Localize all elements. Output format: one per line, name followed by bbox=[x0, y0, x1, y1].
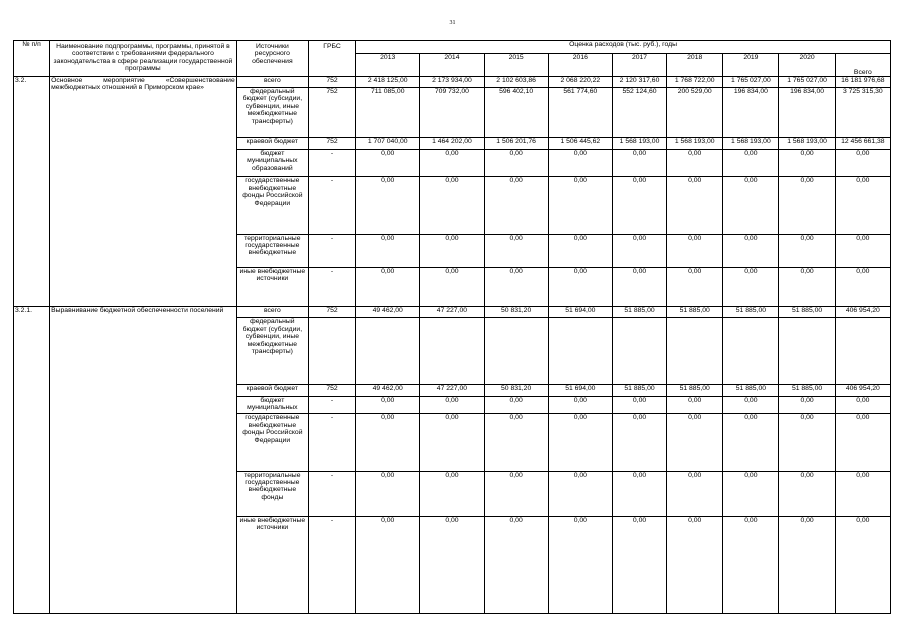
year-value: 0,00 bbox=[548, 516, 612, 613]
year-value: 51 885,00 bbox=[779, 384, 835, 396]
year-value: 0,00 bbox=[667, 234, 723, 267]
total-value bbox=[835, 318, 890, 384]
year-value bbox=[779, 318, 835, 384]
year-value: 51 885,00 bbox=[612, 307, 666, 318]
funding-source: иные внебюджетные источники bbox=[236, 267, 308, 307]
year-value: 0,00 bbox=[356, 414, 420, 471]
grbs-code: - bbox=[308, 471, 355, 516]
year-value: 1 506 201,76 bbox=[484, 137, 548, 149]
funding-source: федеральный бюджет (субсидии, субвенции, иные межбюджетные трансферты) bbox=[236, 318, 308, 384]
year-value: 0,00 bbox=[779, 414, 835, 471]
year-value: 0,00 bbox=[420, 234, 484, 267]
total-value: 406 954,20 bbox=[835, 307, 890, 318]
header-year: 2017 bbox=[612, 54, 666, 77]
year-value: 2 120 317,60 bbox=[612, 77, 666, 88]
year-value: 51 885,00 bbox=[612, 384, 666, 396]
year-value: 1 765 027,00 bbox=[723, 77, 779, 88]
year-value: 51 885,00 bbox=[723, 384, 779, 396]
year-value: 51 885,00 bbox=[667, 307, 723, 318]
header-year: 2020 bbox=[779, 54, 835, 77]
page-number: 31 bbox=[449, 20, 456, 26]
funding-source: всего bbox=[236, 307, 308, 318]
year-value bbox=[612, 318, 666, 384]
funding-source: всего bbox=[236, 77, 308, 88]
year-value: 0,00 bbox=[356, 177, 420, 234]
measure-title: Выравнивание бюджетной обеспеченности поселений bbox=[50, 307, 237, 614]
funding-source: бюджет муниципальных bbox=[236, 396, 308, 414]
grbs-code: - bbox=[308, 149, 355, 177]
funding-source: бюджет муниципальных образований bbox=[236, 149, 308, 177]
year-value: 0,00 bbox=[723, 414, 779, 471]
year-value: 0,00 bbox=[548, 396, 612, 414]
year-value: 0,00 bbox=[612, 234, 666, 267]
year-value: 196 834,00 bbox=[723, 88, 779, 138]
year-value: 0,00 bbox=[612, 149, 666, 177]
year-value: 0,00 bbox=[484, 414, 548, 471]
year-value: 0,00 bbox=[420, 267, 484, 307]
year-value: 0,00 bbox=[779, 267, 835, 307]
year-value: 711 085,00 bbox=[356, 88, 420, 138]
year-value: 1 464 202,00 bbox=[420, 137, 484, 149]
year-value: 0,00 bbox=[420, 414, 484, 471]
year-value: 1 568 193,00 bbox=[612, 137, 666, 149]
year-value bbox=[667, 318, 723, 384]
year-value: 0,00 bbox=[723, 234, 779, 267]
grbs-code: - bbox=[308, 177, 355, 234]
year-value: 0,00 bbox=[484, 516, 548, 613]
grbs-code: - bbox=[308, 516, 355, 613]
year-value: 0,00 bbox=[612, 177, 666, 234]
year-value: 51 885,00 bbox=[779, 307, 835, 318]
grbs-code: - bbox=[308, 396, 355, 414]
year-value bbox=[548, 318, 612, 384]
year-value: 1 568 193,00 bbox=[779, 137, 835, 149]
year-value: 1 768 722,00 bbox=[667, 77, 723, 88]
year-value: 51 694,00 bbox=[548, 307, 612, 318]
total-value: 0,00 bbox=[835, 396, 890, 414]
row-number: 3.2. bbox=[14, 77, 50, 307]
header-year: 2019 bbox=[723, 54, 779, 77]
year-value: 0,00 bbox=[356, 396, 420, 414]
header-estimate: Оценка расходов (тыс. руб.), годы bbox=[356, 41, 891, 54]
total-value: 3 725 315,30 bbox=[835, 88, 890, 138]
year-value: 0,00 bbox=[420, 177, 484, 234]
funding-source: иные внебюджетные источники bbox=[236, 516, 308, 613]
funding-source: территориальные государственные внебюджетные bbox=[236, 234, 308, 267]
header-year: 2014 bbox=[420, 54, 484, 77]
year-value: 0,00 bbox=[484, 471, 548, 516]
header-total: Всего bbox=[835, 66, 890, 77]
grbs-code: 752 bbox=[308, 137, 355, 149]
year-value: 0,00 bbox=[667, 414, 723, 471]
year-value: 0,00 bbox=[484, 234, 548, 267]
year-value: 0,00 bbox=[779, 234, 835, 267]
header-total-spacer bbox=[835, 54, 890, 66]
year-value: 47 227,00 bbox=[420, 307, 484, 318]
header-year: 2013 bbox=[356, 54, 420, 77]
header-name: Наименование подпрограммы, программы, принятой в соответствии с требованиями федерального законодательства в сфере реализации государственной программы bbox=[50, 41, 237, 77]
year-value: 0,00 bbox=[667, 516, 723, 613]
year-value: 0,00 bbox=[667, 177, 723, 234]
year-value: 196 834,00 bbox=[779, 88, 835, 138]
table-header bbox=[14, 41, 891, 77]
year-value: 0,00 bbox=[548, 267, 612, 307]
year-value: 596 402,10 bbox=[484, 88, 548, 138]
total-value: 0,00 bbox=[835, 414, 890, 471]
year-value: 0,00 bbox=[667, 471, 723, 516]
year-value: 200 529,00 bbox=[667, 88, 723, 138]
grbs-code: 752 bbox=[308, 77, 355, 88]
year-value: 2 173 934,00 bbox=[420, 77, 484, 88]
year-value: 552 124,60 bbox=[612, 88, 666, 138]
year-value bbox=[356, 318, 420, 384]
year-value: 0,00 bbox=[723, 149, 779, 177]
funding-source: краевой бюджет bbox=[236, 384, 308, 396]
table-row bbox=[14, 77, 891, 88]
year-value: 561 774,60 bbox=[548, 88, 612, 138]
year-value: 0,00 bbox=[356, 471, 420, 516]
year-value: 0,00 bbox=[779, 471, 835, 516]
grbs-code: - bbox=[308, 414, 355, 471]
total-value: 16 181 976,68 bbox=[835, 77, 890, 88]
year-value: 0,00 bbox=[356, 149, 420, 177]
header-year: 2016 bbox=[548, 54, 612, 77]
year-value: 0,00 bbox=[723, 516, 779, 613]
year-value: 0,00 bbox=[612, 267, 666, 307]
year-value: 1 568 193,00 bbox=[723, 137, 779, 149]
year-value: 2 418 125,00 bbox=[356, 77, 420, 88]
year-value: 1 707 040,00 bbox=[356, 137, 420, 149]
year-value: 0,00 bbox=[723, 471, 779, 516]
year-value: 0,00 bbox=[484, 149, 548, 177]
total-value: 0,00 bbox=[835, 267, 890, 307]
year-value bbox=[723, 318, 779, 384]
funding-source: государственные внебюджетные фонды Российской Федерации bbox=[236, 414, 308, 471]
total-value: 0,00 bbox=[835, 516, 890, 613]
year-value: 0,00 bbox=[548, 234, 612, 267]
year-value: 0,00 bbox=[779, 396, 835, 414]
year-value: 51 885,00 bbox=[723, 307, 779, 318]
grbs-code: - bbox=[308, 234, 355, 267]
year-value: 50 831,20 bbox=[484, 307, 548, 318]
year-value: 0,00 bbox=[779, 149, 835, 177]
year-value: 0,00 bbox=[612, 471, 666, 516]
year-value: 0,00 bbox=[612, 396, 666, 414]
year-value: 2 102 603,86 bbox=[484, 77, 548, 88]
year-value: 50 831,20 bbox=[484, 384, 548, 396]
header-year: 2015 bbox=[484, 54, 548, 77]
year-value: 1 765 027,00 bbox=[779, 77, 835, 88]
year-value: 49 462,00 bbox=[356, 384, 420, 396]
year-value: 0,00 bbox=[779, 177, 835, 234]
measure-title: Основное мероприятие «Совершенствование межбюджетных отношений в Приморском крае» bbox=[50, 77, 237, 307]
header-num: № п/п bbox=[14, 41, 50, 77]
year-value: 51 694,00 bbox=[548, 384, 612, 396]
funding-source: государственные внебюджетные фонды Российской Федерации bbox=[236, 177, 308, 234]
row-number: 3.2.1. bbox=[14, 307, 50, 614]
table-row bbox=[14, 307, 891, 318]
funding-source: краевой бюджет bbox=[236, 137, 308, 149]
year-value: 0,00 bbox=[667, 149, 723, 177]
year-value: 0,00 bbox=[612, 414, 666, 471]
year-value: 0,00 bbox=[420, 516, 484, 613]
year-value: 0,00 bbox=[723, 396, 779, 414]
year-value: 1 506 445,62 bbox=[548, 137, 612, 149]
year-value: 2 068 220,22 bbox=[548, 77, 612, 88]
header-year: 2018 bbox=[667, 54, 723, 77]
year-value: 0,00 bbox=[484, 267, 548, 307]
funding-source: территориальные государственные внебюджетные фонды bbox=[236, 471, 308, 516]
grbs-code: 752 bbox=[308, 384, 355, 396]
year-value: 0,00 bbox=[356, 234, 420, 267]
total-value: 0,00 bbox=[835, 234, 890, 267]
total-value: 12 456 661,38 bbox=[835, 137, 890, 149]
year-value: 0,00 bbox=[420, 396, 484, 414]
year-value: 0,00 bbox=[548, 414, 612, 471]
year-value: 0,00 bbox=[612, 516, 666, 613]
total-value: 0,00 bbox=[835, 177, 890, 234]
total-value: 406 954,20 bbox=[835, 384, 890, 396]
year-value bbox=[484, 318, 548, 384]
total-value: 0,00 bbox=[835, 149, 890, 177]
year-value: 0,00 bbox=[548, 177, 612, 234]
year-value: 0,00 bbox=[667, 267, 723, 307]
year-value: 0,00 bbox=[356, 516, 420, 613]
total-value: 0,00 bbox=[835, 471, 890, 516]
year-value: 709 732,00 bbox=[420, 88, 484, 138]
year-value: 0,00 bbox=[484, 177, 548, 234]
header-grbs: ГРБС bbox=[308, 41, 355, 77]
header-sources: Источники ресурсного обеспечения bbox=[236, 41, 308, 77]
year-value: 0,00 bbox=[723, 267, 779, 307]
table-body bbox=[14, 77, 891, 614]
grbs-code: 752 bbox=[308, 307, 355, 318]
year-value bbox=[420, 318, 484, 384]
year-value: 0,00 bbox=[548, 471, 612, 516]
grbs-code bbox=[308, 318, 355, 384]
year-value: 0,00 bbox=[548, 149, 612, 177]
grbs-code: - bbox=[308, 267, 355, 307]
year-value: 0,00 bbox=[356, 267, 420, 307]
year-value: 0,00 bbox=[420, 149, 484, 177]
year-value: 0,00 bbox=[779, 516, 835, 613]
year-value: 51 885,00 bbox=[667, 384, 723, 396]
year-value: 0,00 bbox=[484, 396, 548, 414]
year-value: 49 462,00 bbox=[356, 307, 420, 318]
year-value: 47 227,00 bbox=[420, 384, 484, 396]
year-value: 0,00 bbox=[667, 396, 723, 414]
year-value: 0,00 bbox=[420, 471, 484, 516]
funding-source: федеральный бюджет (субсидии, субвенции, иные межбюджетные трансферты) bbox=[236, 88, 308, 138]
grbs-code: 752 bbox=[308, 88, 355, 138]
year-value: 1 568 193,00 bbox=[667, 137, 723, 149]
year-value: 0,00 bbox=[723, 177, 779, 234]
budget-table bbox=[13, 40, 891, 614]
